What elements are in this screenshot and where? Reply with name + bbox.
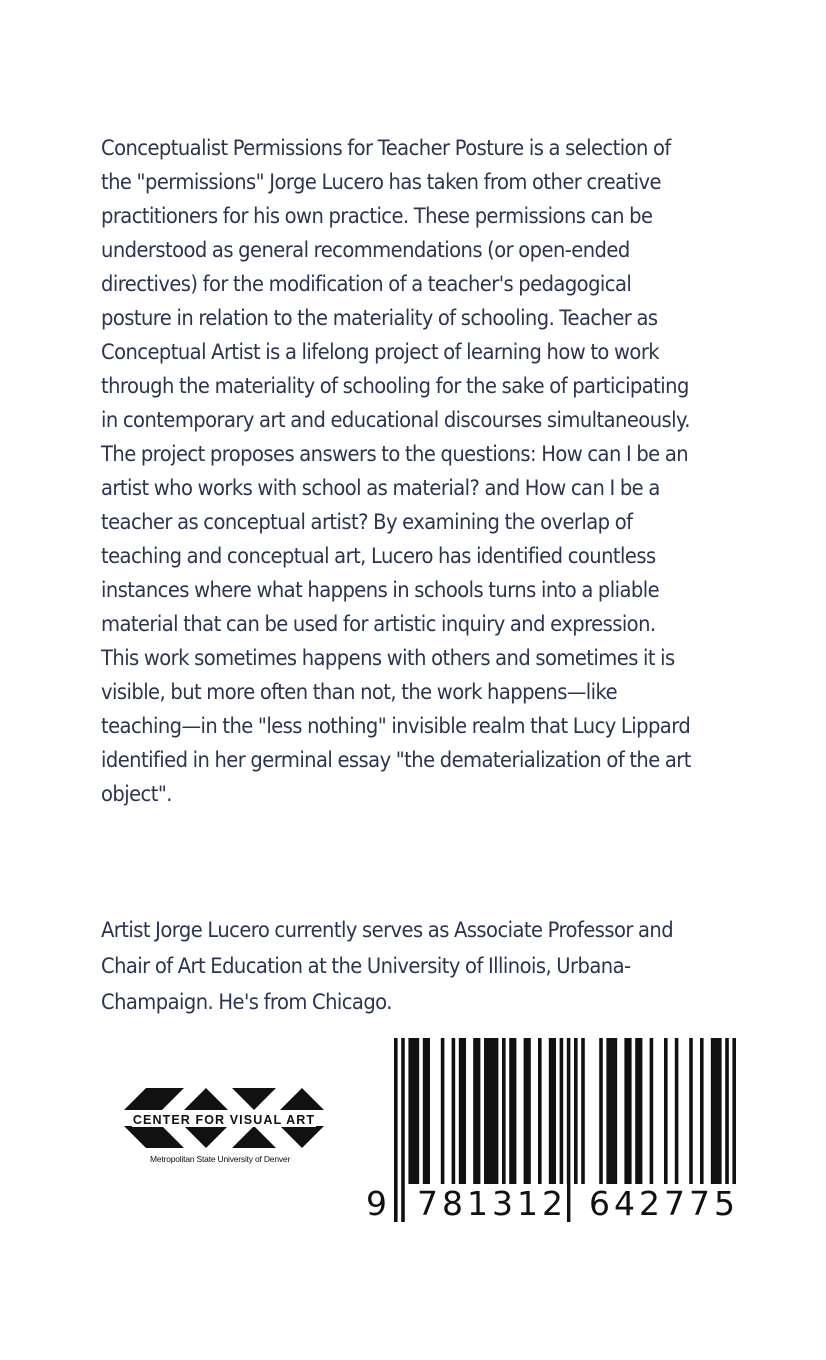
publisher-logo bbox=[124, 1088, 326, 1168]
barcode-guard-bar bbox=[567, 1038, 571, 1222]
barcode-guard-bar bbox=[401, 1038, 405, 1222]
barcode-bar bbox=[423, 1038, 430, 1184]
isbn-barcode bbox=[360, 1036, 750, 1226]
barcode-bar bbox=[473, 1038, 480, 1184]
author-bio: Artist Jorge Lucero currently serves as Associate Professor and Chair of Art Education at the University of Illinois, Urbana-Champaign. He's from Chicago. bbox=[101, 918, 674, 1014]
barcode-bar bbox=[675, 1038, 679, 1184]
barcode-bar bbox=[599, 1038, 603, 1184]
barcode-bar bbox=[635, 1038, 642, 1184]
barcode-bar bbox=[408, 1038, 419, 1184]
barcode-right-digits: 642775 bbox=[589, 1184, 739, 1223]
barcode-bar bbox=[538, 1038, 542, 1184]
barcode-bar bbox=[549, 1038, 556, 1184]
barcode-guard-bar bbox=[394, 1038, 398, 1222]
barcode-bar bbox=[689, 1038, 693, 1184]
barcode-bar bbox=[581, 1038, 585, 1184]
barcode-bar bbox=[606, 1038, 617, 1184]
barcode-left-digits: 781312 bbox=[417, 1184, 567, 1223]
barcode-bar bbox=[700, 1038, 704, 1184]
barcode-bar bbox=[459, 1038, 466, 1184]
book-description: Conceptualist Permissions for Teacher Posture is a selection of the "permissions" Jorge Lucero has taken from other creative practitioners for his own practice. These permissions can be understood as general recommendations (or open-ended directives) for the modification of a teacher's pedagogical posture in relation to the materiality of schooling. Teacher as Conceptual Artist is a lifelong project of learning how to work through the materiality of schooling for the sake of participating in contemporary art and educational discourses simultaneously. The project proposes answers to the questions: How can I be an artist who works with school as material? and How can I be a teacher as conceptual artist? By examining the overlap of teaching and conceptual art, Lucero has identified countless instances where what happens in schools turns into a pliable material that can be used for artistic inquiry and expression. This work sometimes happens with others and sometimes it is visible, but more often than not, the work happens—like teaching—in the "less nothing" invisible realm that Lucy Lippard identified in her germinal essay "the dematerialization of the art object". bbox=[101, 136, 691, 806]
barcode-bar bbox=[509, 1038, 516, 1184]
barcode-prefix-digit: 9 bbox=[366, 1184, 391, 1223]
logo-title bbox=[124, 1113, 324, 1127]
barcode-bar bbox=[484, 1038, 498, 1184]
logo-title-text: CENTER FOR VISUAL ART bbox=[132, 1113, 316, 1127]
barcode-bar bbox=[441, 1038, 445, 1184]
barcode-bar bbox=[502, 1038, 506, 1184]
barcode-bar bbox=[452, 1038, 456, 1184]
barcode-bar bbox=[650, 1038, 654, 1184]
barcode-bar bbox=[711, 1038, 722, 1184]
logo-affiliation: Metropolitan State University of Denver bbox=[150, 1154, 291, 1164]
barcode-bar bbox=[574, 1038, 578, 1184]
barcode-bar bbox=[664, 1038, 668, 1184]
barcode-bar bbox=[624, 1038, 631, 1184]
barcode-bar bbox=[524, 1038, 531, 1184]
